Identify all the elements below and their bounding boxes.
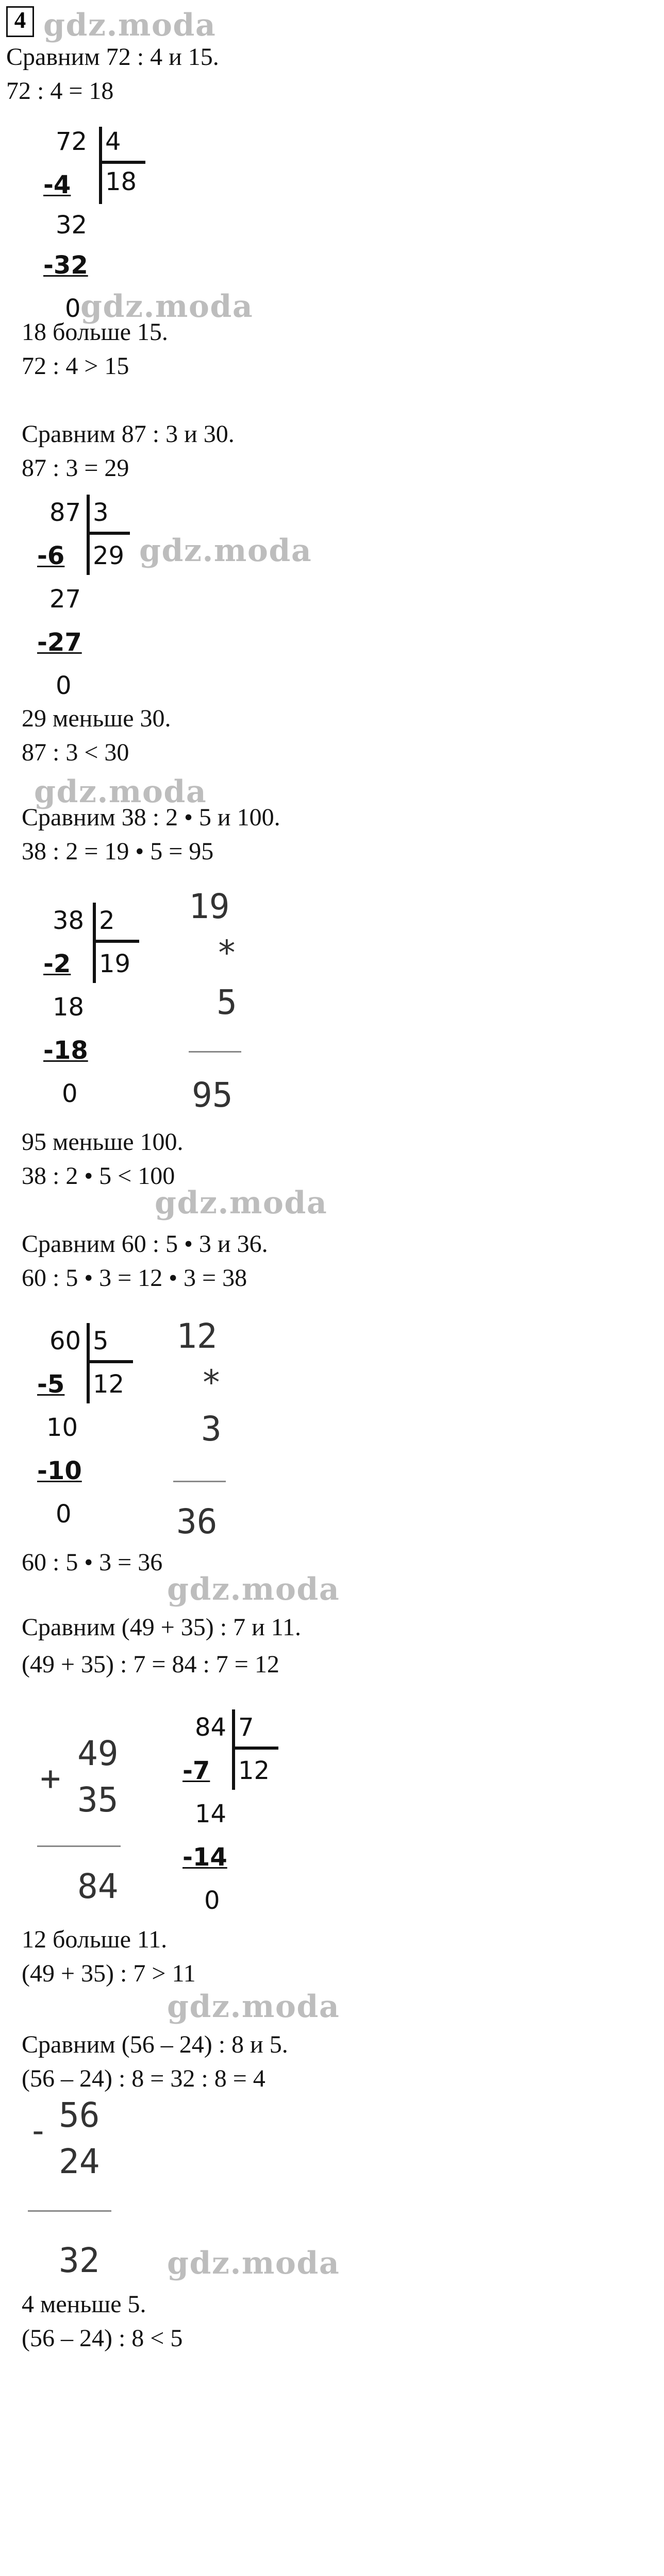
s1-title: Сравним 72 : 4 и 15. <box>6 45 219 71</box>
s5-division-hline <box>232 1747 278 1750</box>
s1-division-hline <box>99 161 145 164</box>
s4-mul-line <box>173 1481 226 1482</box>
s5-division-vline <box>232 1709 235 1790</box>
s6-title: Сравним (56 – 24) : 8 и 5. <box>22 2032 288 2059</box>
s2-title: Сравним 87 : 3 и 30. <box>22 422 235 448</box>
s3-rem2: 0 <box>62 1079 78 1108</box>
s4-equation: 60 : 5 • 3 = 12 • 3 = 38 <box>22 1266 247 1292</box>
s5-sub2: -14 <box>182 1842 227 1872</box>
s4-rem2: 0 <box>56 1499 72 1529</box>
s1-divisor: 4 <box>105 127 121 156</box>
s5-divisor: 7 <box>238 1713 254 1742</box>
s3-conclusion: 95 меньше 100. <box>22 1130 184 1156</box>
s3-division-vline <box>93 903 96 983</box>
s2-conclusion: 29 меньше 30. <box>22 706 171 733</box>
watermark: gdz.moda <box>155 1184 328 1221</box>
s4-division-hline <box>87 1360 133 1363</box>
s3-rem1: 18 <box>53 992 85 1022</box>
s1-equation: 72 : 4 = 18 <box>6 79 114 105</box>
s2-quotient: 29 <box>93 541 125 570</box>
s1-sub2: -32 <box>43 250 88 280</box>
s6-sub-sign: - <box>28 2113 48 2151</box>
s5-add-bottom: 35 <box>77 1782 119 1821</box>
s3-mul-result: 95 <box>192 1077 233 1116</box>
s3-mul-line <box>189 1051 241 1053</box>
s4-divisor: 5 <box>93 1326 109 1355</box>
s4-result: 60 : 5 • 3 = 36 <box>22 1550 163 1577</box>
s2-divisor: 3 <box>93 498 109 527</box>
s5-dividend: 84 <box>195 1713 227 1742</box>
s2-result: 87 : 3 < 30 <box>22 740 129 767</box>
s4-quotient: 12 <box>93 1369 125 1399</box>
watermark: gdz.moda <box>167 1988 340 2025</box>
s2-dividend: 87 <box>49 498 81 527</box>
s4-dividend: 60 <box>49 1326 81 1355</box>
watermark: gdz.moda <box>43 6 217 43</box>
s5-rem1: 14 <box>195 1799 227 1828</box>
s4-division-vline <box>87 1323 90 1403</box>
s4-sub2: -10 <box>37 1456 82 1485</box>
s6-sub-bottom: 24 <box>59 2144 100 2182</box>
s3-mul-top: 19 <box>189 889 230 927</box>
s1-result: 72 : 4 > 15 <box>22 354 129 380</box>
s4-mul-bottom: 3 <box>201 1411 222 1450</box>
s2-rem1: 27 <box>49 584 81 614</box>
s3-sub2: -18 <box>43 1036 88 1065</box>
s2-equation: 87 : 3 = 29 <box>22 456 129 482</box>
s5-sub1: -7 <box>182 1756 210 1785</box>
watermark: gdz.moda <box>139 532 312 569</box>
s6-conclusion: 4 меньше 5. <box>22 2292 146 2318</box>
s5-add-sign: + <box>40 1760 61 1799</box>
s4-mul-sign: * <box>201 1365 222 1403</box>
s3-quotient: 19 <box>99 949 131 978</box>
s5-equation: (49 + 35) : 7 = 84 : 7 = 12 <box>22 1652 279 1679</box>
s5-add-line <box>37 1845 121 1847</box>
s2-rem2: 0 <box>56 671 72 700</box>
s3-mul-bottom: 5 <box>217 985 237 1023</box>
s2-division-vline <box>87 495 90 575</box>
watermark: gdz.moda <box>34 773 207 810</box>
s1-conclusion: 18 больше 15. <box>22 320 168 346</box>
s3-title: Сравним 38 : 2 • 5 и 100. <box>22 805 280 832</box>
s1-rem2: 0 <box>65 294 81 323</box>
s4-mul-top: 12 <box>176 1318 218 1357</box>
s6-equation: (56 – 24) : 8 = 32 : 8 = 4 <box>22 2066 265 2093</box>
s5-conclusion: 12 больше 11. <box>22 1927 168 1954</box>
watermark: gdz.moda <box>167 2244 340 2281</box>
s1-quotient: 18 <box>105 167 137 196</box>
s2-sub1: -6 <box>37 541 65 570</box>
s3-result: 38 : 2 • 5 < 100 <box>22 1164 175 1190</box>
task-number-box: 4 <box>6 6 34 37</box>
s2-sub2: -27 <box>37 628 82 657</box>
s1-rem1: 32 <box>56 210 88 240</box>
s6-sub-top: 56 <box>59 2097 100 2136</box>
s4-mul-result: 36 <box>176 1504 218 1543</box>
s1-division-vline <box>99 127 102 204</box>
s6-sub-line <box>28 2210 111 2212</box>
s5-add-top: 49 <box>77 1736 119 1774</box>
watermark: gdz.moda <box>167 1570 340 1607</box>
s3-mul-sign: * <box>217 935 237 974</box>
s4-rem1: 10 <box>46 1413 78 1442</box>
watermark: gdz.moda <box>80 287 254 325</box>
s3-divisor: 2 <box>99 906 115 935</box>
s5-rem2: 0 <box>204 1886 220 1915</box>
s5-quotient: 12 <box>238 1756 270 1785</box>
s1-sub1: -4 <box>43 170 71 199</box>
s6-sub-result: 32 <box>59 2243 100 2281</box>
s3-sub1: -2 <box>43 949 71 978</box>
s3-dividend: 38 <box>53 906 85 935</box>
s5-result: (49 + 35) : 7 > 11 <box>22 1961 196 1988</box>
s5-title: Сравним (49 + 35) : 7 и 11. <box>22 1615 302 1641</box>
s3-division-hline <box>93 940 139 943</box>
s6-result: (56 – 24) : 8 < 5 <box>22 2326 183 2352</box>
s5-add-result: 84 <box>77 1869 119 1907</box>
s2-division-hline <box>87 532 130 535</box>
s1-dividend: 72 <box>56 127 88 156</box>
s3-equation: 38 : 2 = 19 • 5 = 95 <box>22 839 214 866</box>
s4-sub1: -5 <box>37 1369 65 1399</box>
s4-title: Сравним 60 : 5 • 3 и 36. <box>22 1232 268 1258</box>
